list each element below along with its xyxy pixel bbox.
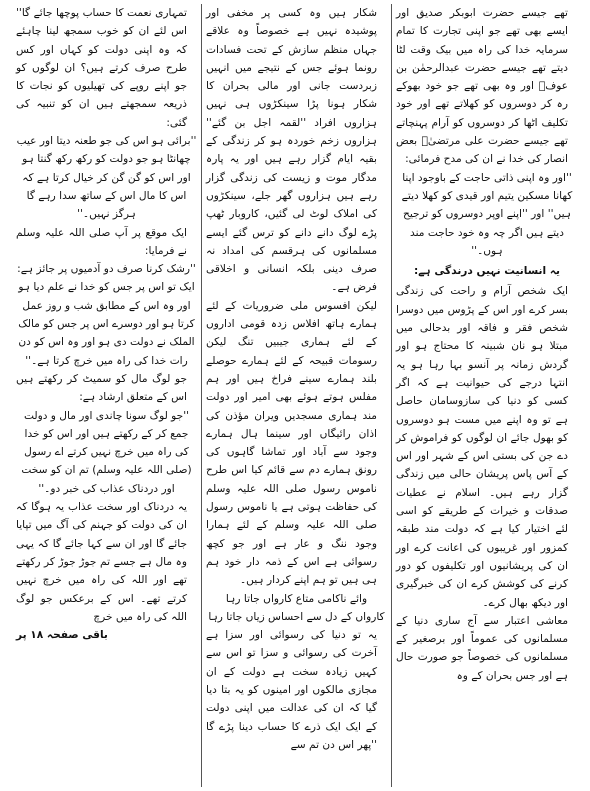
paragraph: شکار ہیں وہ کسی پر مخفی اور پوشیدہ نہیں ہے خصوصاً وہ علاقے جہاں منظم سازش کے تحت فسادات رونما ہوئے جس کے نتیجے میں انہیں زبردست جانی اور مالی بحران کا شکار ہونا پڑا سینکڑوں ہی نہیں ہزاروں افراد ''لقمہ اجل بن گئے'' ہزاروں زخم خوردہ ہو کر زندگی کے بقیہ ایام گزار رہے ہیں اور یہ پارہ مدگار موت و زیست کی زندگی گزار رہے ہیں ہزاروں گھر جلے، سینکڑوں کی املاک لوٹ لی گئیں، کاروبار ٹھپ پڑے لوگ دانے دانے کو ترس گئے ایسے مسلمانوں کی ہرقسم کی امداد نہ صرف دینی بلکہ انسانی و اخلاقی فرض ہے۔ bbox=[206, 7, 377, 294]
section-heading: یہ انسانیت نہیں درندگی ہے: bbox=[413, 265, 561, 278]
quote-block: ''رشک کرنا صرف دو آدمیوں پر جائز ہے: ایک تو اس پر جس کو خدا نے علم دیا ہو اور وہ اس کے مطابق شب و روز عمل کرتا ہو اور دوسرے اس پر جس کو مالک الملک نے دولت دی ہو اور وہ اس کو دن رات خدا کی راہ میں خرچ کرتا ہے۔'' bbox=[17, 263, 196, 367]
paragraph: ایک شخص آرام و راحت کی زندگی بسر کرے اور اس کے پڑوس میں دوسرا شخص فقر و فاقہ اور بدحالی میں مبتلا ہو نان شبینہ کا محتاج ہو اور گردش زمانہ پر آنسو بہا رہا ہو یہ انتہا درجے کی حیوانیت ہے کہ اگر کسی کو دنیا کی سازوسامان حاصل ہے تو وہ اپنے میں مست ہو دوسروں کو بھول جائے ان لوگوں کو فراموش کر دے جن کی بستی اس کے شہر اور اس کے آس پاس پریشان حالی میں زندگی گزار رہے ہیں۔ اسلام نے عطیات صدقات و خیرات کے طریقے کو اسی لئے اختیار کیا ہے کہ دولت مند طبقہ کمزور اور غریبوں کی اعانت کرے اور ان کی پریشانیوں اور تکلیفوں کو دور کرنے کی کوشش کرے ان کی خبرگیری اور دیکھ بھال کرے۔ bbox=[396, 285, 568, 609]
column-middle bbox=[202, 4, 392, 787]
paragraph: معاشی اعتبار سے آج ساری دنیا کے مسلمانوں کی عموماً اور برصغیر کے مسلمانوں کی خصوصاً جو صورت حال ہے اور جس بحران کے وہ bbox=[396, 614, 568, 682]
paragraph: تمہاری نعمت کا حساب پوچھا جائے گا'' اس لئے ان کو خوب سمجھ لینا چاہئے کہ وہ اپنی دولت کو کہاں اور کس طرح صرف کرتے ہیں؟ ان لوگوں کو جو اپنے روپے کی تھیلیوں کو نجات کا ذریعہ سمجھتے ہیں ان کو تنبیہ کی گئی: bbox=[16, 7, 187, 129]
paragraph: یہ دردناک اور سخت عذاب یہ ہوگا کہ ان کی دولت کو جہنم کی آگ میں تپایا جائے گا اور ان سے کہا جائے گا کہ یہی وہ مال ہے جسے تم جوڑ جوڑ کر رکھتے تھے اور اللہ کی راہ میں خرچ نہیں کرتے تھے۔ اس کے برعکس جو لوگ اللہ کی راہ میں خرچ bbox=[16, 501, 187, 623]
continuation-note: باقی صفحہ ۱۸ پر bbox=[16, 629, 108, 642]
paragraph: لیکن افسوس ملی ضروریات کے لئے ہمارے ہاتھ افلاس زدہ قومی اداروں کے لئے ہماری جیبیں تنگ لیکن رسومات قبیحہ کے لئے ہمارے حوصلے بلند ہمارے سینے فراخ ہیں اور ہم مفلس ہوتے ہوئے بھی امیر اور دولت مند ہماری مسجدیں ویران مؤذن کی اذان رائیگاں اور سینما ہال ہمارے وجود سے آباد اور تماشا گاہوں کی رونق ہمارے دم سے قائم کیا اس طرح ناموس رسول صلی اللہ علیہ وسلم کی حفاظت ہوتی ہے یا ناموس رسول صلی اللہ علیہ وسلم کے لئے ہمارا وجود ننگ و عار ہے اور جو کچھ رسوائی ہے اس کے ذمہ دار خود ہم ہی ہیں تو ہم اپنے کردار ہیں۔ bbox=[206, 299, 377, 587]
paragraph: جو لوگ مال کو سمیٹ کر رکھتے ہیں اس کے متعلق ارشاد ہے: bbox=[16, 372, 187, 404]
column-right bbox=[392, 4, 582, 787]
quote-block: وائے ناکامی متاع کارواں جاتا رہا کارواں کے دل سے احساس زیاں جاتا رہا bbox=[208, 592, 385, 623]
columns bbox=[8, 4, 582, 787]
quote-block: ''اور وہ اپنی ذاتی حاجت کے باوجود اپنا کھانا مسکین یتیم اور قیدی کو کھلا دیتے ہیں'' اور ''اپنے اوپر دوسروں کو ترجیح دیتے ہیں اگر چہ وہ خود حاجت مند ہوں۔'' bbox=[401, 171, 573, 257]
quote-block: ''جو لوگ سونا چاندی اور مال و دولت جمع کر کے رکھتے ہیں اور اس کو خدا کی راہ میں خرچ نہیں کرتے اے رسول (صلی اللہ علیہ وسلم) تم ان کو سخت اور دردناک عذاب کی خبر دو۔'' bbox=[21, 409, 192, 495]
paragraph: ایک موقع پر آپ صلی اللہ علیہ وسلم نے فرمایا: bbox=[16, 226, 187, 257]
quote-block: ''برائی ہو اس کی جو طعنہ دیتا اور عیب چھانٹا ہو جو دولت کو رکھ رکھ گنتا ہو اور اس کو گن گن کر خیال کرتا ہے کہ اس کا مال اس کے ساتھ سدا رہے گا ہرگز نہیں۔'' bbox=[16, 135, 197, 221]
column-left bbox=[12, 4, 202, 787]
paragraph: یہ تو دنیا کی رسوائی اور سزا ہے آخرت کی رسوائی و سزا تو اس سے کہیں زیادہ سخت ہے دولت کے ان مجازی مالکوں اور امینوں کو یہ بتا دیا گیا کہ ان کی عدالت میں اپنی دولت کے ایک ایک ذرے کا حساب دینا پڑے گا ''پھر اس دن تم سے bbox=[206, 629, 377, 751]
paragraph: تھے جیسے حضرت ابوبکر صدیق اور ایسے بھی تھے جو اپنی تجارت کا تمام سرمایہ خدا کی راہ میں بیک وقت لٹا دیتے تھے جیسے حضرت عبدالرحمٰن بن عوفؓ اور وہ بھی تھے جو خود بھوکے رہ کر دوسروں کو کھلاتے تھے اور خود تکلیف اٹھا کر دوسروں کو آرام پہنچاتے تھے جیسے حضرت علی مرتضیٰؓ بعض انصار کی خدا نے ان کی مدح فرمائی: bbox=[396, 7, 568, 166]
